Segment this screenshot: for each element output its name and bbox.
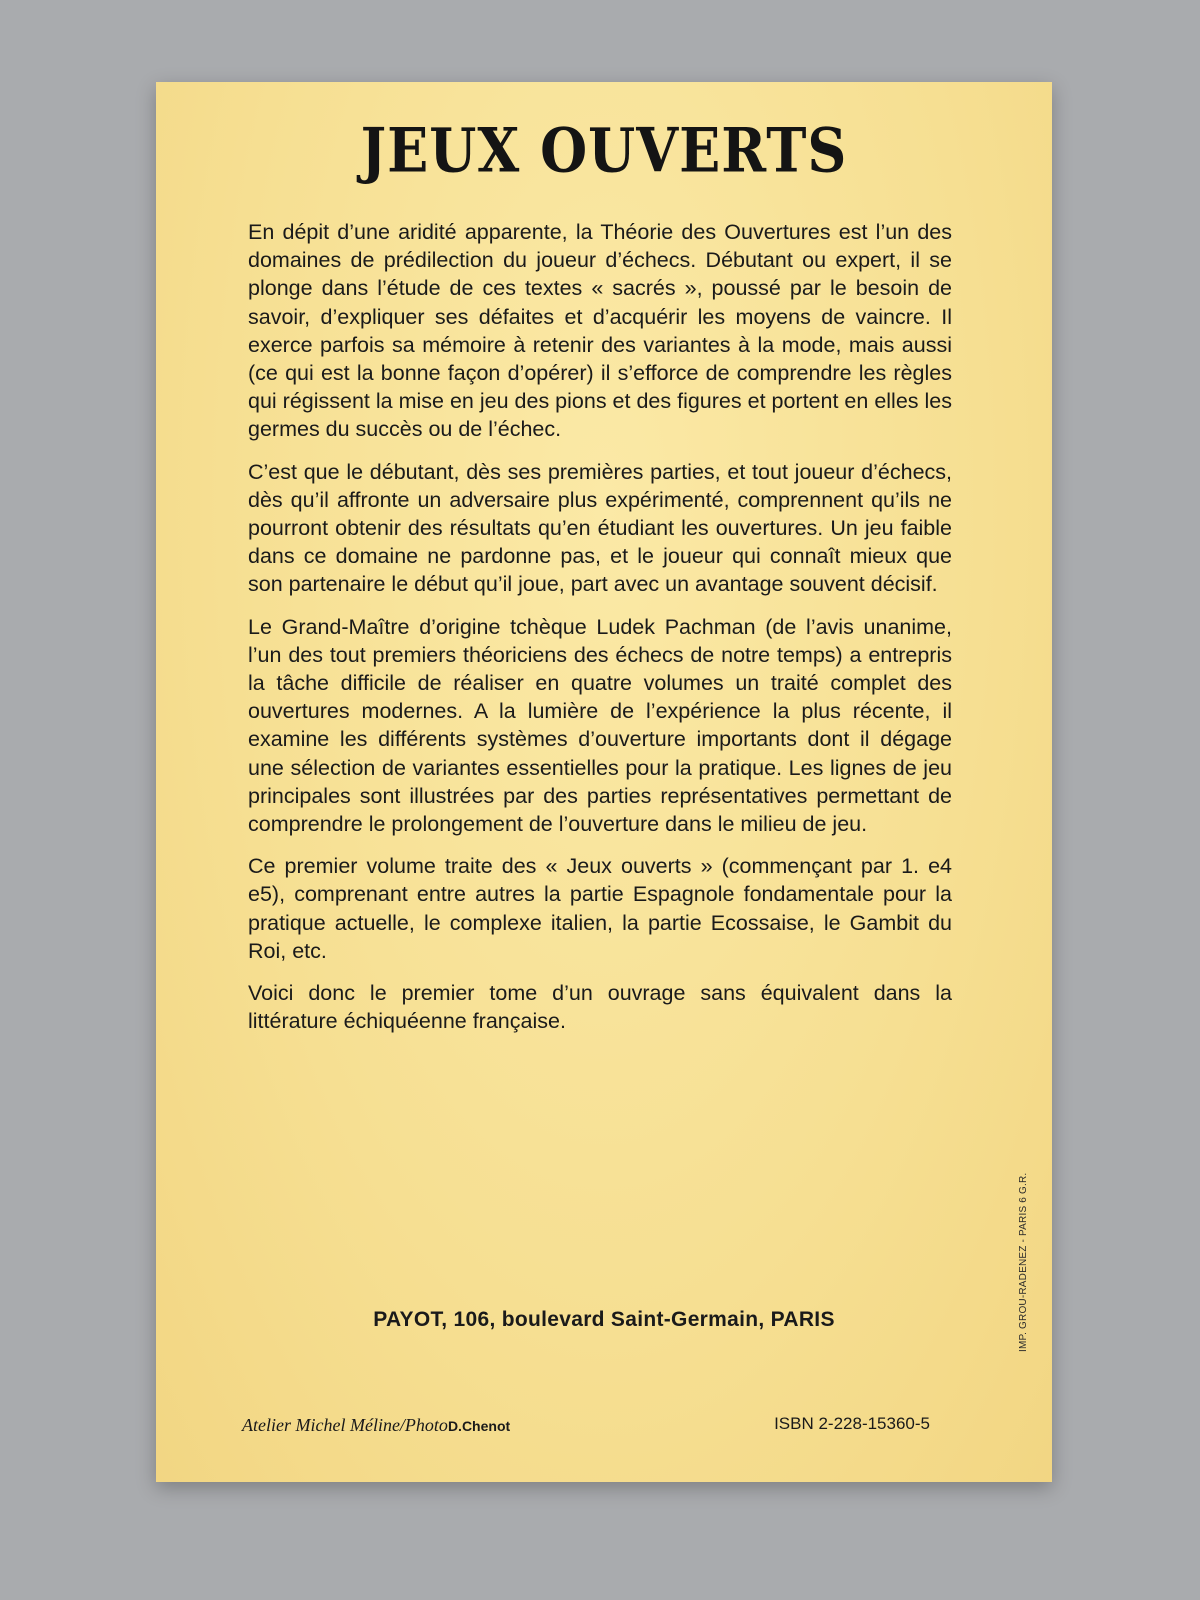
blurb-paragraph-4: Ce premier volume traite des « Jeux ouverts » (commençant par 1. e4 e5), comprenant entre autres la partie Espagnole fondamentale pour la pratique actuelle, le complexe italien, la partie Ecossaise, le Gambit du Roi, etc. [248, 854, 952, 963]
printer-imprint: IMP. GROU-RADENEZ - PARIS 6 G.R. [1018, 1172, 1029, 1352]
design-credit-studio: Atelier Michel Méline/Photo [242, 1415, 448, 1435]
blurb-paragraph-1: En dépit d’une aridité apparente, la Théorie des Ouvertures est l’un des domaines de prédilection du joueur d’échecs. Débutant ou expert, il se plonge dans l’étude de ces textes « sacrés », poussé par le besoin de savoir, d’expliquer ses défaites et d’acquérir les moyens de vaincre. Il exerce parfois sa mémoire à retenir des variantes à la mode, mais aussi (ce qui est la bonne façon d’opérer) il s’efforce de comprendre les règles qui régissent la mise en jeu des pions et des figures et portent en elles les germes du succès ou de l’échec. [248, 220, 952, 442]
book-title: JEUX OUVERTS [360, 114, 848, 186]
blurb-paragraph-5: Voici donc le premier tome d’un ouvrage sans équivalent dans la littérature échiquéenne française. [248, 981, 952, 1034]
blurb-paragraph-2: C’est que le débutant, dès ses premières parties, et tout joueur d’échecs, dès qu’il affronte un adversaire plus expérimenté, comprennent qu’ils ne pourront obtenir des résultats qu’en étudiant les ouvertures. Un jeu faible dans ce domaine ne pardonne pas, et le joueur qui connaît mieux que son partenaire le début qu’il joue, part avec un avantage souvent décisif. [248, 459, 952, 597]
book-back-cover [156, 82, 1052, 1482]
isbn: ISBN 2-228-15360-5 [774, 1414, 930, 1433]
design-credit-photographer: D.Chenot [447, 1418, 511, 1434]
blurb-paragraph-3: Le Grand-Maître d’origine tchèque Ludek Pachman (de l’avis unanime, l’un des tout premiers théoriciens des échecs de notre temps) a entrepris la tâche difficile de réaliser en quatre volumes un traité complet des ouvertures modernes. A la lumière de l’expérience la plus récente, il examine les différents systèmes d’ouverture importants dont il dégage une sélection de variantes essentielles pour la pratique. Les lignes de jeu principales sont illustrées par des parties représentatives permettant de comprendre le prolongement de l’ouverture dans le milieu de jeu. [248, 614, 952, 837]
blurb [248, 218, 952, 1049]
design-credit [242, 1415, 510, 1436]
publisher-address: PAYOT, 106, boulevard Saint-Germain, PARIS [373, 1308, 835, 1331]
